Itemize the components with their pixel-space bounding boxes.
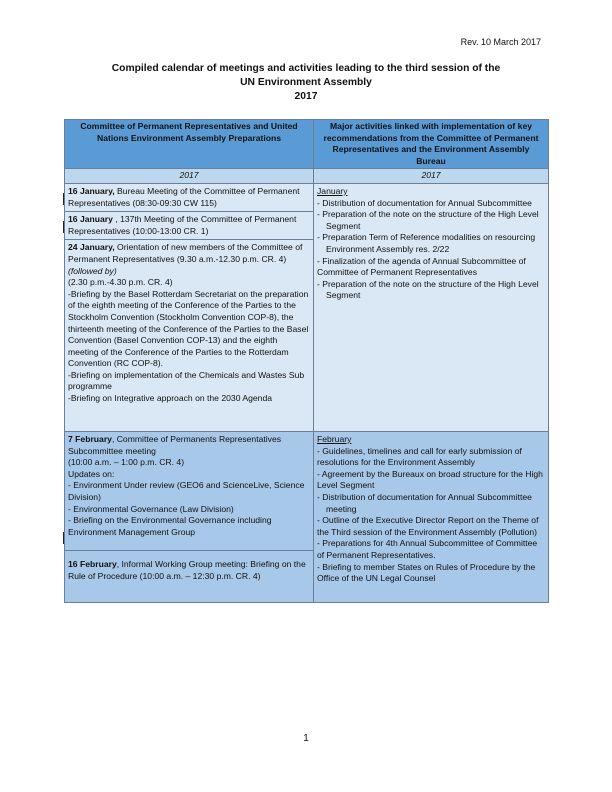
activity-item: - Agreement by the Bureaux on broad structure for the High Level Segment [317,468,543,491]
header-left: Committee of Permanent Representatives and United Nations Environment Assembly Preparations [65,120,314,169]
year-row [65,169,549,184]
meeting-entry [68,559,310,582]
meeting-text: , Informal Working Group meeting: Briefing on the Rule of Procedure (10:00 a.m. – 12:30 p.m. CR. 4) [68,559,306,581]
revision-date: Rev. 10 March 2017 [460,37,541,47]
table-header-row [65,120,549,169]
january-meetings-cell [65,183,314,431]
activity-item: - Guidelines, timelines and call for early submission of resolutions for the Environment Assembly [317,445,522,468]
page-number: 1 [303,733,309,744]
title-line-1: Compiled calendar of meetings and activities leading to the third session of the [111,63,501,74]
year-left: 2017 [65,169,314,184]
meeting-note: (2.30 p.m.-4.30 p.m. CR. 4) [68,277,173,288]
cell-divider [65,211,313,212]
activity-item: - Preparations for 4th Annual Subcommittee of Committee of Permanent Representatives. [317,538,538,560]
meeting-note: -Briefing by the Basel Rotterdam Secretariat on the preparation of the eighth meeting of the Conference of the Parties to the Stockholm Convention (Stockholm Convention COP-8), the thirteenth meeting of the Conference of the Parties to the Basel Convention (Basel Convention COP-13) and the eighth meeting of the Conference of the Parties to the Rotterdam Convention (RC COP-8). [68,288,309,369]
meeting-date: 24 January, [68,242,115,253]
activity-item: - Briefing to member States on Rules of Procedure by the Office of the UN Legal Counsel [317,561,536,584]
meeting-date: 16 January, [68,185,115,196]
february-activities-cell [314,431,549,602]
meeting-entry [68,214,310,237]
activity-item: - Preparation Term of Reference modalities on resourcing Environment Assembly res. 2/22 [317,232,536,254]
header-right: Major activities linked with implementation of key recommendations from the Committee of Permanent Representatives and the Environment Assembly Bureau [314,120,549,169]
meeting-date: 16 January [68,214,113,225]
year-right: 2017 [314,169,549,184]
activity-item: - Distribution of documentation for Annual Subcommittee meeting [317,491,532,514]
cell-divider [65,239,313,240]
title-line-2: UN Environment Assembly [240,77,372,88]
february-row [65,431,549,602]
document-title [60,62,552,104]
activity-item: - Preparation of the note on the structure of the High Level Segment [317,278,539,301]
activity-item: - Preparation of the note on the structure of the High Level Segment [317,209,539,231]
meeting-note: - Briefing on the Environmental Governance including Environment Management Group [68,515,272,537]
calendar-table [64,119,549,603]
meeting-note: -Briefing on Integrative approach on the 2030 Agenda [68,393,273,404]
meeting-note: - Environmental Governance (Law Division) [68,503,234,514]
meeting-date: 7 February [68,433,112,444]
meeting-text: , 137th Meeting of the Committee of Permanent Representatives (10:00-13:00 CR. 1) [68,214,297,236]
month-heading: January [317,185,348,196]
meeting-text: , Committee of Permanents Representatives Subcommittee meeting [68,433,282,456]
meeting-entry [68,242,310,265]
meeting-note: (followed by) [68,265,117,276]
activity-item: - Outline of the Executive Director Report on the Theme of the Third session of the Environment Assembly (Pollution) [317,515,539,537]
meeting-text: Orientation of new members of the Committee of Permanent Representatives (9.30 a.m.-12.30 p.m. CR. 4) [68,242,303,264]
month-heading: February [317,433,352,444]
january-row [65,183,549,431]
meeting-entry [68,186,310,209]
activity-item: - Finalization of the agenda of Annual Subcommittee of Committee of Permanent Representatives [317,255,526,278]
meeting-note: Updates on: [68,468,115,479]
meeting-date: 16 February [68,559,117,570]
title-year: 2017 [294,91,318,102]
february-meetings-cell [65,431,314,602]
meeting-text: Bureau Meeting of the Committee of Permanent Representatives (08:30-09:30 CW 115) [68,185,300,208]
meeting-note: (10:00 a.m. – 1:00 p.m. CR. 4) [68,457,185,468]
meeting-note: - Environment Under review (GEO6 and ScienceLive, Science Division) [68,480,305,502]
january-activities-cell [314,183,549,431]
meeting-note: -Briefing on implementation of the Chemicals and Wastes Sub programme [68,369,305,392]
meeting-entry [68,434,310,457]
cell-divider [65,550,313,551]
activity-item: - Distribution of documentation for Annual Subcommittee [317,197,532,208]
